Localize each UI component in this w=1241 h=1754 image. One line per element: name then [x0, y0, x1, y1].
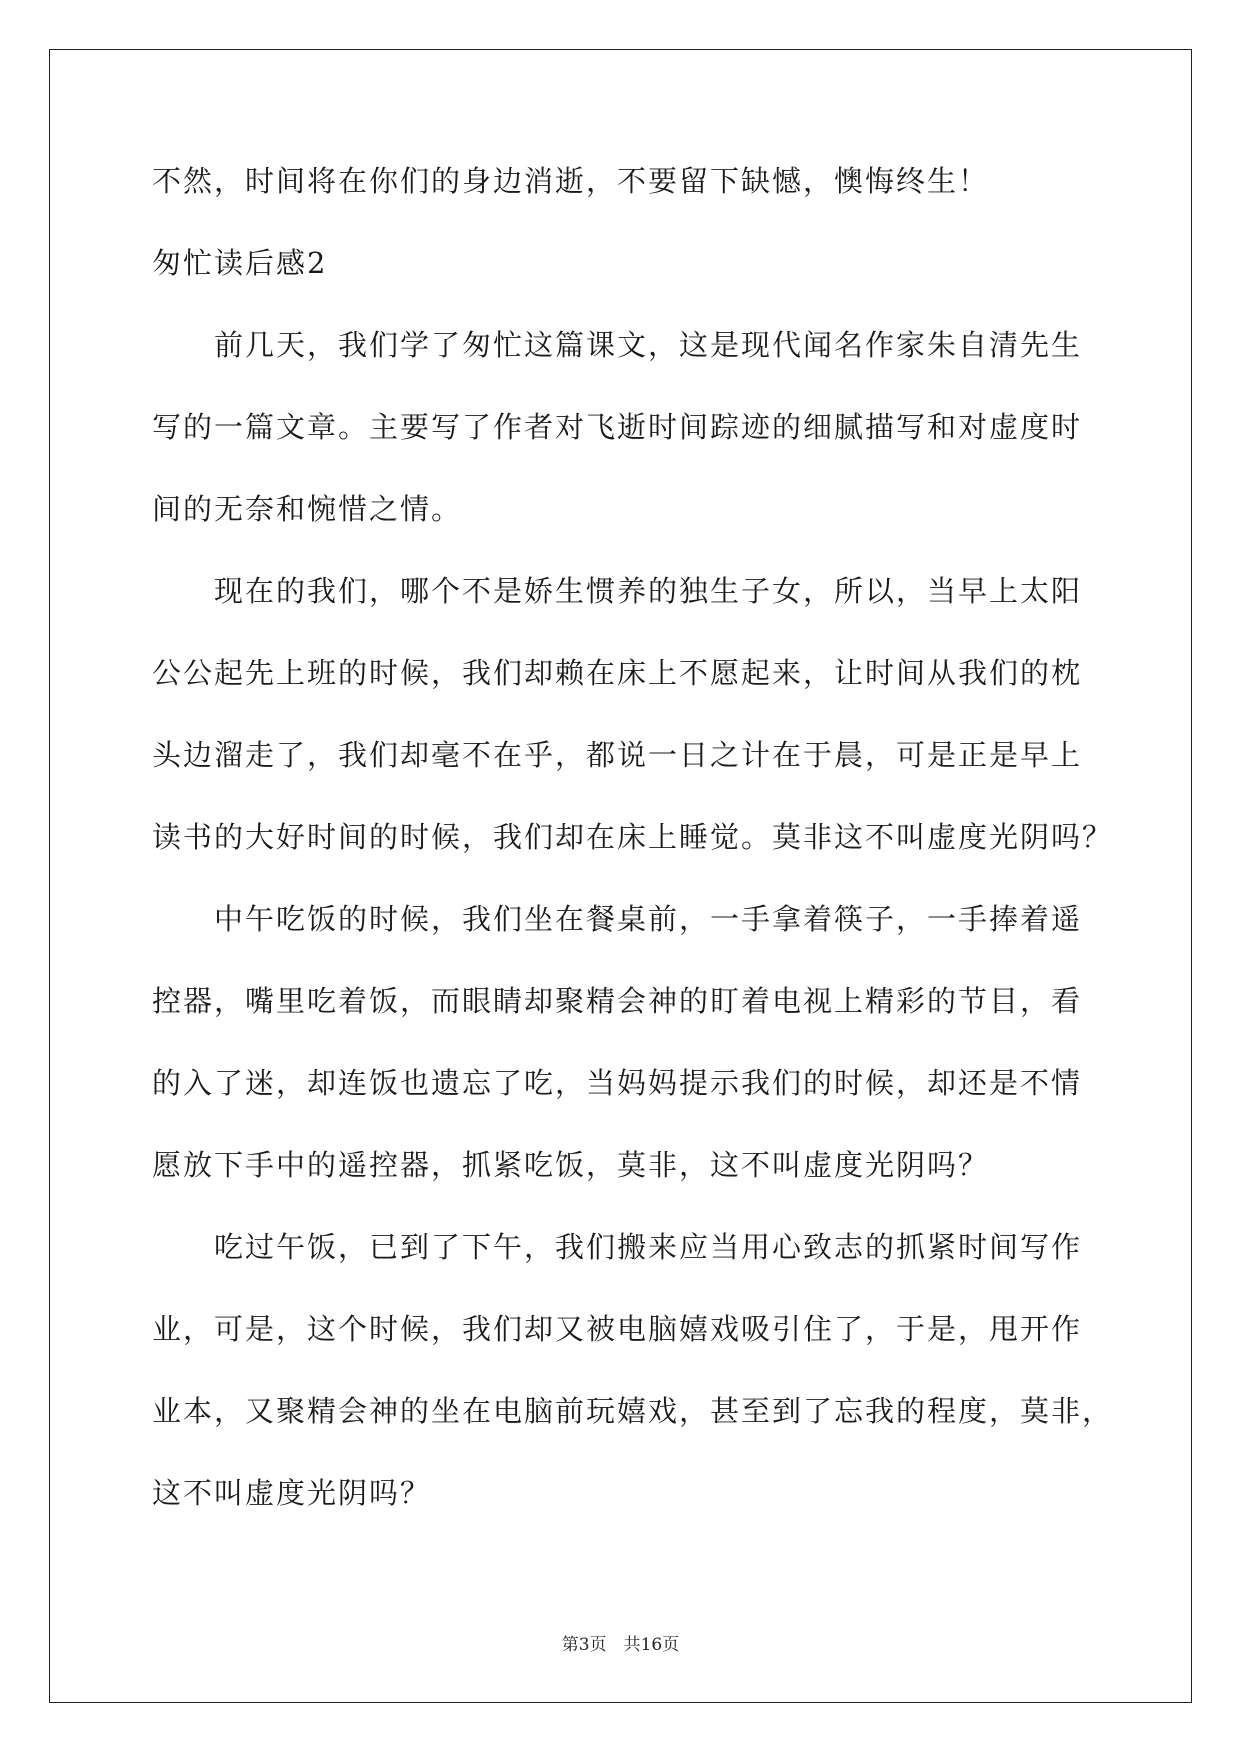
text-line: 这不叫虚度光阴吗？	[152, 1476, 432, 1510]
section-heading: 匆忙读后感2	[152, 246, 328, 280]
text-line: 的入了迷，却连饭也遗忘了吃，当妈妈提示我们的时候，却还是不情	[152, 1066, 1083, 1100]
text-line: 现在的我们，哪个不是娇生惯养的独生子女，所以，当早上太阳	[152, 574, 1083, 608]
text-line: 业本，又聚精会神的坐在电脑前玩嬉戏，甚至到了忘我的程度，莫非，	[152, 1394, 1114, 1428]
text-line: 前几天，我们学了匆忙这篇课文，这是现代闻名作家朱自清先生	[152, 328, 1083, 362]
text-line: 间的无奈和惋惜之情。	[152, 492, 463, 526]
text-line: 控器，嘴里吃着饭，而眼睛却聚精会神的盯着电视上精彩的节目，看	[152, 984, 1083, 1018]
text-line: 吃过午饭，已到了下午，我们搬来应当用心致志的抓紧时间写作	[152, 1230, 1083, 1264]
page-number-footer: 第3页 共16页	[561, 1635, 680, 1655]
text-line: 读书的大好时间的时候，我们却在床上睡觉。莫非这不叫虚度光阴吗？	[152, 820, 1114, 854]
text-line: 愿放下手中的遥控器，抓紧吃饭，莫非，这不叫虚度光阴吗？	[152, 1148, 990, 1182]
document-body	[152, 163, 1114, 1557]
text-line: 头边溜走了，我们却毫不在乎，都说一日之计在于晨，可是正是早上	[152, 738, 1083, 772]
text-line: 公公起先上班的时候，我们却赖在床上不愿起来，让时间从我们的枕	[152, 656, 1083, 690]
text-line: 不然，时间将在你们的身边消逝，不要留下缺憾，懊悔终生！	[152, 164, 990, 198]
text-line: 写的一篇文章。主要写了作者对飞逝时间踪迹的细腻描写和对虚度时	[152, 410, 1083, 444]
text-line: 业，可是，这个时候，我们却又被电脑嬉戏吸引住了，于是，甩开作	[152, 1312, 1083, 1346]
text-line: 中午吃饭的时候，我们坐在餐桌前，一手拿着筷子，一手捧着遥	[152, 902, 1083, 936]
